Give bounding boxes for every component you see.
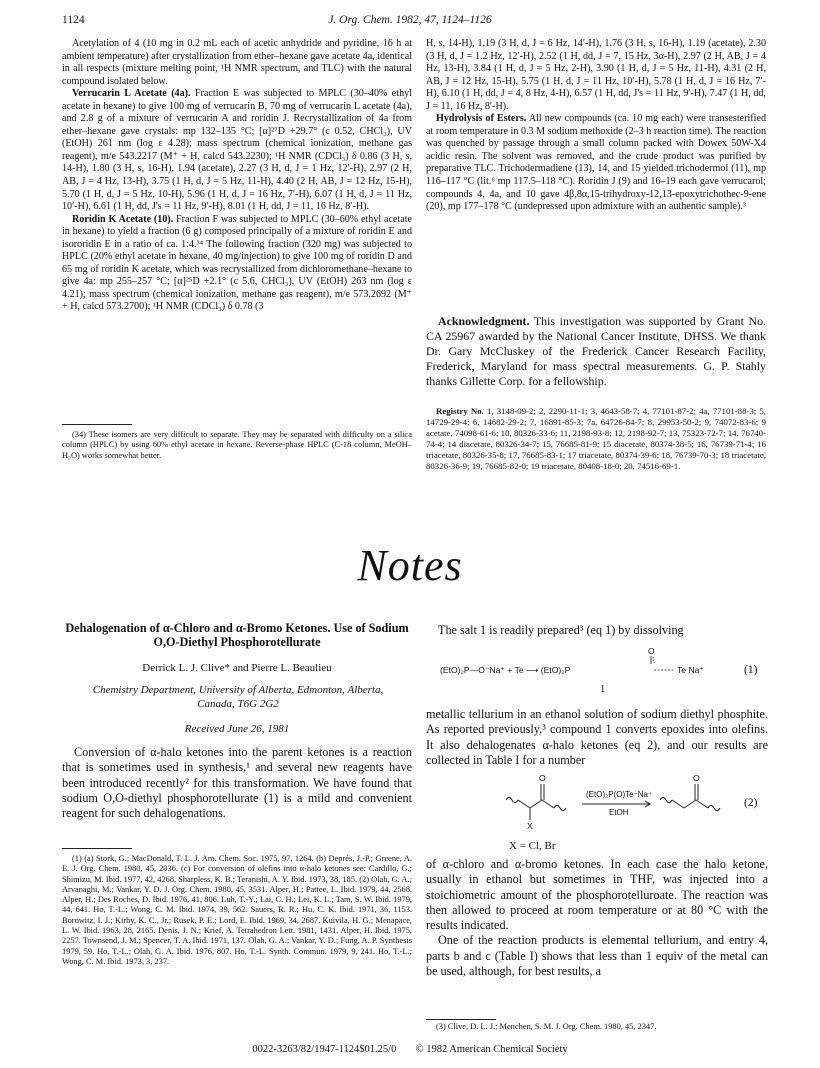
verrucarin-text: Fraction E was subjected to MPLC (30–40% ethyl acetate in hexane) to give 100 mg of verrucarin B, 70 mg of verrucarin L acetate (4a), and 2.8 g of a mixture of verrucarin A and roridin J. Recrystallization of 4a from ether–hexane gave crystals: mp 132–135 °C; [α]²⁷D +29.7° (c 0.52, CHCl₃), UV (EtOH) 261 nm (log ε 4.28); mass spectrum (chemical ionization, methane gas reagent), m/e 543.2217 (M⁺ + H, calcd 543.2230); ¹H NMR (CDCl₃) δ 0.86 (3 H, s, 14-H), 1.80 (3 H, s, 16-H), 1.94 (acetate), 2.27 (3 H, d, J = 1 Hz, 12′-H), 2.97 (2 H, AB, J = 4 Hz, 13-H), 3.75 (1 H, d, J = 5 Hz, 11-H), 4.40 (2 H, AB, J = 12 Hz, 15-H), 5.70 (1 H, d, J = 5 Hz, 10-H), 5.96 (1 H, d, J = 16 Hz, 7′-H), 6.07 (1 H, d, J = 11 Hz, 10′-H), 6.61 (1 H, dd, J's = 11 Hz, 9′-H), 8.01 (1 H, dd, J = 11, 16 Hz, 8′-H). [62, 88, 412, 213]
page-footer [0, 1044, 820, 1055]
equation-1 [440, 665, 570, 676]
equation-2-oxygen-left: O [539, 773, 546, 783]
registry-numbers [426, 406, 766, 471]
references-1-2-text: (1) (a) Stork, G.; MacDonald, T. L. J. Am. Chem. Soc. 1975, 97, 1264. (b) Deprés, J.-P.; Greene, A. E. J. Org. Chem. 1980, 45, 2036. (c) For conversion of olefins into α-halo ketones see: Cardillo, G.; Shimizu, M. Ibid. 1977, 42, 4268. Sharpless, K. B.; Teranishi, A. Y. Ibid. 1973, 38, 185. (2) Olah, G. A.; Arvanaghi, M.; Vankar, Y. D. J. Org. Chem. 1980, 45, 3531. Alper, H.; Pattee, L. Ibid. 1979, 44, 2568. Alper, H.; Des Roches, D. Ibid. 1976, 41, 806. Luh, T.-Y.; Lai, C. H.; Lei, K. L.; Tam, S. W. Ibid. 1979, 44, 641. Ho, T.-L.; Wong, C. M. Ibid. 1974, 39, 562. Sauers, R. R.; Hu, C. K. Ibid. 1971, 36, 1153. Borowitz, I. J.; Kirby, K. C., Jr.; Rusek, P. E.; Lord, E. Ibid. 1969, 34, 2687. Kuivila, H. G.; Menapace, L. W. Ibid. 1963, 28, 2165. Denis, J. N.; Krief, A. Tetrahedron Lett. 1981, 1431. Alper, H. Ibid. 1975, 2257. Townsend, J. M.; Spencer, T. A. Ibid. 1971, 137. Olah, G. A.; Vankar, Y. D.; Fung, A. P. Synthesis 1979, 59. Ho, T.-L.; Olah, G. A. Ibid. 1976, 807. Ho, T.-L. Synth. Commun. 1979, 9, 241. Ho, T.-L.; Wong, C. M. Ibid. 1973, 3, 237. [62, 854, 412, 966]
references-1-2 [62, 854, 412, 967]
registry-text: 1, 3148-09-2; 2, 2290-11-1; 3, 4643-58-7; 4, 77101-87-2; 4a, 77101-88-3; 5, 14729-29-4; 6, 14682-29-2; 7, 16891-85-3; 7a, 64726-84-7; 8, 29953-50-2; 9, 74072-83-6; 9 acetate, 74098-61-6; 10, 80326-33-6; 11, 2198-93-8; 12, 2198-92-7; 13, 75323-72-7; 14, 76740-74-4; 14 diacetate, 80326-34-7; 15, 76685-81-9; 15 diacetate, 80374-38-5; 16, 76739-71-4; 16 triacetate, 80326-35-8; 17, 76685-83-1; 17 triacetate, 80374-39-6; 18, 76739-70-3; 18 triacetate, 80326-36-9; 19, 76685-82-0; 19 triacetate, 80408-18-0; 20, 74516-69-1. [426, 406, 767, 471]
acetylation-paragraph: Acetylation of 4 (10 mg in 0.2 mL each of acetic anhydride and pyridine, 16 h at ambient temperature) after crystallization from ether–hexane gave acetate 4a, identical in all respects (mixture melting point, ¹H NMR spectrum, and TLC) with the natural compound isolated below. [62, 38, 412, 87]
verrucarin-heading: Verrucarin L Acetate (4a). [72, 88, 191, 100]
hydrolysis-heading: Hydrolysis of Esters. [436, 113, 527, 125]
reference-3-text: (3) Clive, D. L. J.; Menchen, S. M. J. Org. Chem. 1980, 45, 2347. [436, 1022, 657, 1031]
results-text: of α-chloro and α-bromo ketones. In each case the halo ketone, usually in ethanol but sometimes in THF, was injected into a stoichiometric amount of the phosphorotelluroate. The reaction was then allowed to proceed at room temperature or at 80 °C with the results indicated. [426, 857, 768, 933]
refs-rule [62, 848, 132, 849]
verrucarin-paragraph [62, 88, 412, 213]
footnote-rule [62, 424, 132, 425]
compound-1-label: 1 [600, 684, 606, 695]
footnote-34-text: (34) These isomers are very difficult to separate. They may be separated with difficulty on a silica column (HPLC) by using 60% ethyl acetate in hexane. Reverse-phase HPLC (C-18 column, MeOH–H₂O) works somewhat better. [62, 430, 412, 460]
affiliation: Chemistry Department, University of Alberta, Edmonton, Alberta, Canada, T6G 2G2 [92, 684, 384, 710]
equation-1-number: (1) [744, 664, 758, 676]
registry-heading: Registry No. [436, 406, 484, 416]
tellurium-product-text: One of the reaction products is elemental tellurium, and entry 4, parts b and c (Table I) shows that less than 1 equiv of the metal can be used, although, for best results, a [426, 933, 768, 979]
footnote-34 [62, 430, 412, 461]
salt-intro-text: The salt 1 is readily prepared³ (eq 1) by dissolving [438, 623, 684, 637]
top-left-column [62, 38, 412, 314]
article-title: Dehalogenation of α-Chloro and α-Bromo Ketones. Use of Sodium O,O-Diethyl Phosphorotellurate [65, 621, 409, 649]
equation-2-scheme [500, 770, 740, 838]
equation-2-solvent: EtOH [609, 808, 629, 817]
equation-1-bond [640, 654, 680, 674]
roridin-heading: Roridin K Acetate (10). [72, 213, 174, 225]
hydrolysis-paragraph [426, 113, 766, 213]
page-number: 1124 [62, 14, 85, 26]
acknowledgment-text: This investigation was supported by Grant No. CA 25967 awarded by the National Cancer Institute, DHSS. We thank Dr. Gary McCluskey of the Frederick Cancer Research Facility, Frederick, Maryland for mass spectral measurements. G. P. Stahly thanks Gillette Corp. for a fellowship. [426, 314, 766, 388]
equation-2-halogen: X [527, 821, 533, 831]
equation-1-left: (EtO)₂P—O⁻Na⁺ + Te ⟶ (EtO)₂P [440, 665, 571, 675]
equation-2-reagent: (EtO)₂P(O)Te⁻Na⁺ [586, 790, 653, 799]
wavy-bond-left [506, 798, 518, 803]
received-date: Received June 26, 1981 [184, 723, 290, 735]
top-right-column [426, 38, 766, 214]
acknowledgment [426, 314, 766, 389]
authors: Derrick L. J. Clive* and Pierre L. Beaulieu [142, 662, 332, 674]
roridin-text: Fraction F was subjected to MPLC (30–60% ethyl acetate in hexane) to yield a fraction (6 g) composed principally of a mixture of roridin E and isororidin E in a ratio of ca. 1:4.³⁴ The following fraction (320 mg) was subjected to HPLC (20% ethyl acetate in hexane, 40 mg/injection) to give 100 mg of roridin D and 65 mg of roridin K acetate, which was recrystallized from dichloromethane–hexane to give 4a: mp 255–257 °C; [α]²⁵D +2.1° (c 5.6, CHCl₃), UV (EtOH) 263 nm (log ε 4.21); mass spectrum (chemical ionization, methane gas reagent), m/e 573.2692 (M⁺ + H, calcd 573.2700); ¹H NMR (CDCl₃) δ 0.78 (3 [62, 213, 413, 313]
intro-text: Conversion of α-halo ketones into the parent ketones is a reaction that is sometimes used in synthesis,¹ and several new reagents have been introduced recently² for this transformation. We have found that sodium O,O-diethyl phosphorotellurate (1) is a mild and convenient reagent for such dehalogenations. [62, 745, 412, 821]
salt-intro [426, 623, 768, 638]
tellurium-text: metallic tellurium in an ethanol solution of sodium diethyl phosphite. As reported previously,³ compound 1 converts epoxides into olefins. It also dehalogenates α-halo ketones (eq 2), and our results are collected in Table I for a number [426, 707, 768, 767]
equation-1-oxygen: O [648, 646, 655, 656]
equation-2-number: (2) [744, 797, 758, 809]
intro-paragraph [62, 745, 412, 821]
copyright: © 1982 American Chemical Society [415, 1044, 568, 1055]
section-title: Notes [357, 541, 463, 590]
hydrolysis-text: All new compounds (ca. 10 mg each) were transesterified at room temperature in 0.3 M sodium methoxide (2–3 h reaction time). The reaction was quenched by passage through a small column packed with Dowex 50W-X4 acidic resin. The solvent was removed, and the crude product was purified by preparative TLC. Trichodermadiene (13), 14, and 15 yielded trichodermol (11), mp 116–117 °C (lit.⁶ mp 117.5–118 °C). Roridin J (9) and 16–19 each gave verrucarol; compounds 4, 4a, and 10 gave 4β,8α,15-trihydroxy-12,13-epoxytrichothec-9-ene (20), mp 177–178 °C (undepressed upon admixture with an authentic sample).³ [426, 113, 766, 213]
equation-1-right: Te Na⁺ [677, 665, 704, 675]
journal-header: J. Org. Chem. 1982, 47, 1124–1126 [328, 14, 492, 26]
equation-2-oxygen-right: O [693, 773, 700, 783]
equation-2-condition: X = Cl, Br [509, 840, 556, 852]
nmr-continuation: H, s, 14-H), 1.19 (3 H, d, J = 6 Hz, 14′-H), 1.76 (3 H, s, 16-H), 1.19 (acetate), 2.30 (3 H, d, J = 1.2 Hz, 12′-H), 2.52 (1 H, dd, J = 7, 15 Hz, 3α-H), 2.97 (2 H, AB, J = 4 Hz, 13-H), 3.84 (1 H, d, J = 5 Hz, 2-H), 3.90 (1 H, d, J = 5 Hz, 11-H), 4.31 (2 H, AB, J = 12 Hz, 15-H), 5.75 (1 H, d, J = 11 Hz, 10′-H), 5.78 (1 H, d, J = 16 Hz, 7′-H), 6.10 (1 H, dd, J = 4, 8 Hz, 4-H), 6.57 (1 H, dd, J's = 11 Hz, 9′-H), 7.47 (1 H, dd, J = 11, 16 Hz, 8′-H). [426, 38, 766, 112]
tellurium-paragraph [426, 707, 768, 768]
article-code: 0022-3263/82/1947-1124$01.25/0 [252, 1044, 397, 1055]
reference-3 [426, 1022, 768, 1032]
ref3-rule [426, 1019, 496, 1020]
results-paragraph [426, 857, 768, 979]
acknowledgment-heading: Acknowledgment. [438, 314, 530, 328]
roridin-paragraph [62, 214, 412, 314]
